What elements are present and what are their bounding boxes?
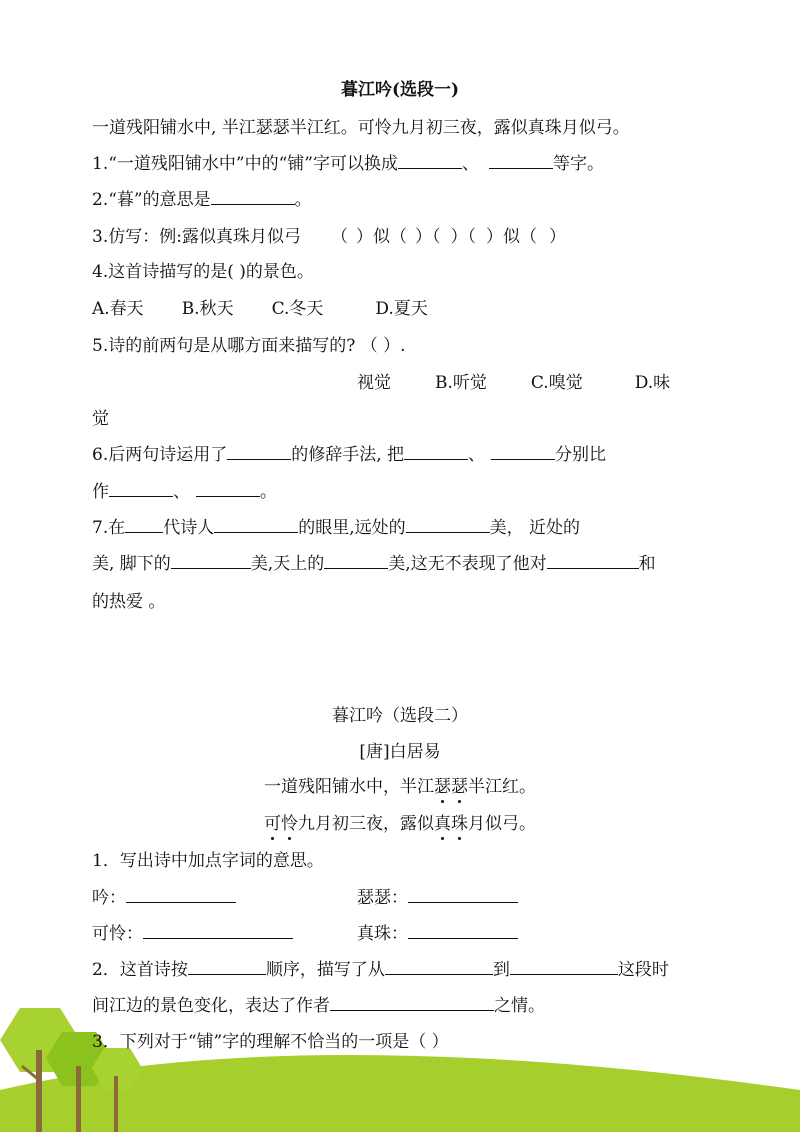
question-7: 7.在 代诗人 的眼里,远处的 美， 近处的 xyxy=(92,518,581,538)
answer-blank[interactable] xyxy=(547,552,639,569)
s2-question-2-cont: 间江边的景色变化，表达了作者 之情。 xyxy=(92,996,545,1016)
answer-blank[interactable] xyxy=(489,152,553,169)
answer-blank[interactable] xyxy=(227,443,291,460)
option-d[interactable]: D.味 xyxy=(634,373,671,393)
option-b[interactable]: B.听觉 xyxy=(435,373,487,393)
answer-blank[interactable] xyxy=(324,552,388,569)
answer-blank[interactable] xyxy=(109,480,173,497)
poem-line-2: 可怜九月初三夜，露似真珠月似弓。 xyxy=(264,814,536,834)
poem-line-1: 一道残阳铺水中，半江瑟瑟半江红。 xyxy=(264,777,536,797)
question-1: 1.“一道残阳铺水中”中的“铺”字可以换成 、 等字。 xyxy=(92,154,604,174)
answer-blank[interactable] xyxy=(211,188,295,205)
answer-blank[interactable] xyxy=(398,152,462,169)
question-5-options xyxy=(357,371,670,395)
answer-blank[interactable] xyxy=(408,886,518,903)
answer-blank[interactable] xyxy=(196,480,260,497)
s2-question-2: 2．这首诗按 顺序，描写了从 到 这段时 xyxy=(92,960,669,980)
term-row-2: 瑟瑟： xyxy=(357,886,518,910)
question-4-options xyxy=(92,297,428,321)
section2-title: 暮江吟（选段二） xyxy=(332,706,468,726)
option-c[interactable]: C.冬天 xyxy=(271,299,324,319)
term-row-4: 真珠： xyxy=(357,922,518,946)
s2-question-1: 1．写出诗中加点字词的意思。 xyxy=(92,851,324,871)
question-2: 2.“暮”的意思是 。 xyxy=(92,190,312,210)
option-b[interactable]: B.秋天 xyxy=(181,299,234,319)
question-5-wrap: 觉 xyxy=(92,409,109,429)
answer-blank[interactable] xyxy=(171,552,251,569)
term-row-3: 可怜： xyxy=(92,922,293,946)
question-3: 3.仿写：例:露似真珠月似弓 （ ）似（ ）（ ）（ ）似（ ） xyxy=(92,227,566,247)
question-7-cont: 美, 脚下的 美,天上的 美,这无不表现了他对 和 xyxy=(92,554,656,574)
answer-blank[interactable] xyxy=(214,516,298,533)
answer-blank[interactable] xyxy=(125,516,163,533)
poem-author: [唐]白居易 xyxy=(359,742,441,762)
question-5: 5.诗的前两句是从哪方面来描写的? （ ）. xyxy=(92,336,406,356)
term-row-1: 吟： xyxy=(92,886,236,910)
option-a[interactable]: A.春天 xyxy=(92,299,144,319)
answer-blank[interactable] xyxy=(406,516,490,533)
s2-question-3: 3．下列对于“铺”字的理解不恰当的一项是（ ） xyxy=(92,1032,449,1052)
question-6: 6.后两句诗运用了 的修辞手法, 把 、 分别比 xyxy=(92,445,607,465)
question-6-cont: 作 、 。 xyxy=(92,482,277,502)
option-a[interactable]: 视觉 xyxy=(357,373,391,393)
option-c[interactable]: C.嗅觉 xyxy=(530,373,583,393)
answer-blank[interactable] xyxy=(491,443,555,460)
answer-blank[interactable] xyxy=(404,443,468,460)
question-7-end: 的热爱 。 xyxy=(92,592,166,612)
question-4: 4.这首诗描写的是( )的景色。 xyxy=(92,262,314,282)
option-d[interactable]: D.夏天 xyxy=(375,299,428,319)
section1-poem: 一道残阳铺水中, 半江瑟瑟半江红。可怜九月初三夜，露似真珠月似弓。 xyxy=(92,118,630,138)
section1-title: 暮江吟(选段一) xyxy=(340,80,460,100)
answer-blank[interactable] xyxy=(143,922,293,939)
answer-blank[interactable] xyxy=(408,922,518,939)
answer-blank[interactable] xyxy=(126,886,236,903)
